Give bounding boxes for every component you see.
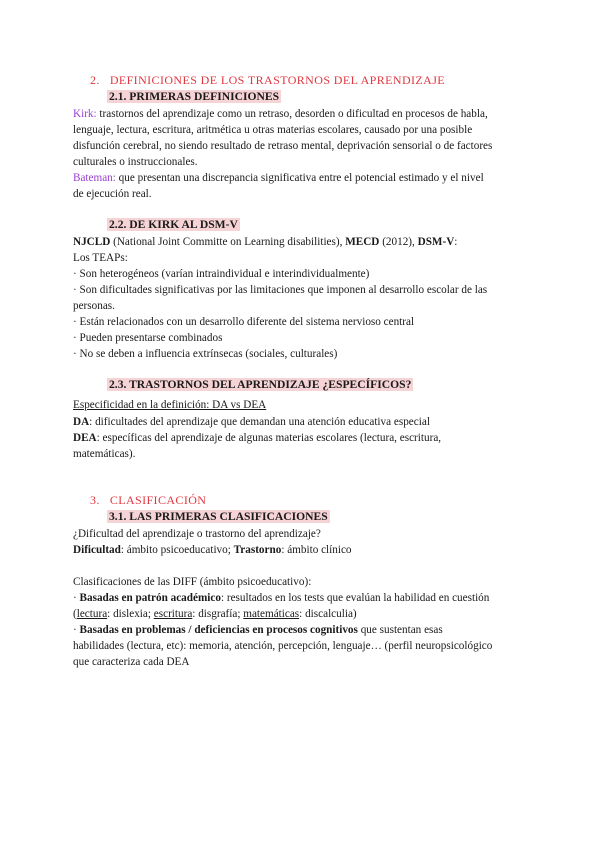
subsection-2-1-title: 2.1. PRIMERAS DEFINICIONES (109, 90, 280, 103)
bullet-1-prefix: · (73, 592, 80, 604)
bullet-1-label: Basadas en patrón académico (79, 592, 221, 604)
da-line (73, 414, 430, 430)
dificultad-text: : ámbito psicoeducativo; (120, 544, 234, 556)
njcld-label: NJCLD (73, 236, 111, 248)
classifications-line: Clasificaciones de las DIFF (ámbito psicoeducativo): (73, 576, 312, 588)
teaps-label: Los TEAPs: (73, 252, 128, 264)
trastorno-label: Trastorno (233, 544, 282, 556)
section-3-number: 3. (90, 493, 100, 507)
teaps-bullet-5: · No se deben a influencia extrínsecas (sociales, culturales) (73, 348, 338, 360)
kirk-line-1 (73, 106, 488, 122)
teaps-bullet-3: · Están relacionados con un desarrollo diferente del sistema nervioso central (73, 316, 415, 328)
dsm-text: : (454, 236, 458, 248)
classification-bullet-2 (73, 622, 443, 638)
teaps-bullet-2: · Son dificultades significativas por las limitaciones que imponen al desarrollo escolar de las (73, 284, 488, 296)
dea-line-2: matemáticas). (73, 448, 136, 460)
teaps-bullet-1: · Son heterogéneos (varían intraindividual e interindividualmente) (73, 268, 370, 280)
disgrafia-text: : disgrafía; (192, 608, 244, 620)
organizations-line (73, 234, 457, 250)
subsection-2-3-title: 2.3. TRASTORNOS DEL APRENDIZAJE ¿ESPECÍFICOS? (109, 378, 412, 391)
subsection-3-1-title: 3.1. LAS PRIMERAS CLASIFICACIONES (109, 510, 328, 523)
bullet-2-text: que sustentan esas (357, 624, 443, 636)
classification-bullet-2-cont-2: que caracteriza cada DEA (73, 656, 190, 668)
dsm-label: DSM-V (417, 236, 455, 248)
kirk-label: Kirk: (73, 108, 97, 120)
da-text: : dificultades del aprendizaje que demandan una atención educativa especial (89, 416, 430, 428)
dificultad-trastorno-line (73, 542, 352, 558)
section-3-title: CLASIFICACIÓN (109, 493, 207, 507)
mecd-label: MECD (345, 236, 380, 248)
escritura-term: escritura (153, 608, 193, 620)
section-2-title: DEFINICIONES DE LOS TRASTORNOS DEL APRENDIZAJE (109, 73, 446, 87)
da-label: DA (73, 416, 90, 428)
subsection-2-2-title: 2.2. DE KIRK AL DSM-V (109, 218, 238, 231)
kirk-line-4: culturales o instruccionales. (73, 156, 198, 168)
bateman-text-1: que presentan una discrepancia significativa entre el potencial estimado y el nivel (115, 172, 484, 184)
kirk-line-3: disfunción cerebral, no siendo resultado de retraso mental, deprivación sensorial o de factores (73, 140, 493, 152)
bullet-1-text: : resultados en los tests que evalúan la habilidad en cuestión (220, 592, 490, 604)
teaps-bullet-4: · Pueden presentarse combinados (73, 332, 223, 344)
teaps-bullet-2-cont: personas. (73, 300, 115, 312)
subsection-2-3-heading (107, 377, 413, 393)
bullet-2-label: Basadas en problemas / deficiencias en procesos cognitivos (79, 624, 358, 636)
paren-open: ( (73, 608, 77, 620)
subsection-2-2-heading (107, 217, 240, 233)
kirk-line-2: lenguaje, lectura, escritura, aritmética u otras materias escolares, causado por una posible (73, 124, 473, 136)
section-3-heading (90, 492, 206, 508)
section-2-number: 2. (90, 73, 100, 87)
classification-bullet-1 (73, 590, 489, 606)
discalculia-text: : discalculia) (299, 608, 357, 620)
classification-bullet-2-cont: habilidades (lectura, etc): memoria, atención, percepción, lenguaje… (perfil neuropsicológico (73, 640, 493, 652)
lectura-term: lectura (76, 608, 108, 620)
bateman-label: Bateman: (73, 172, 116, 184)
specificity-line: Especificidad en la definición: DA vs DEA (73, 399, 267, 411)
subsection-3-1-heading (107, 509, 330, 525)
matematicas-term: matemáticas (243, 608, 300, 620)
classification-bullet-1-cont (73, 606, 357, 622)
question-line: ¿Dificultad del aprendizaje o trastorno del aprendizaje? (73, 528, 321, 540)
bateman-line-2: de ejecución real. (73, 188, 152, 200)
section-2-heading (90, 72, 445, 88)
trastorno-text: : ámbito clínico (281, 544, 352, 556)
dificultad-label: Dificultad (73, 544, 121, 556)
dea-label: DEA (73, 432, 97, 444)
dea-text: : específicas del aprendizaje de algunas materias escolares (lectura, escritura, (96, 432, 442, 444)
subsection-2-1-heading (107, 89, 281, 105)
mecd-text: (2012), (379, 236, 418, 248)
njcld-text: (National Joint Committe on Learning disabilities), (110, 236, 346, 248)
bateman-line-1 (73, 170, 484, 186)
bullet-2-prefix: · (73, 624, 80, 636)
dea-line (73, 430, 441, 446)
dislexia-text: : dislexia; (107, 608, 154, 620)
kirk-text-1: trastornos del aprendizaje como un retraso, desorden o dificultad en procesos de habla, (96, 108, 488, 120)
